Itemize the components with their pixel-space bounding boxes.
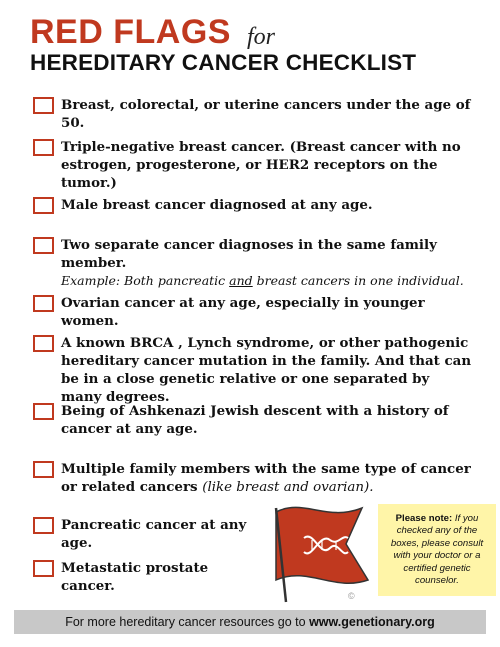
note-text: If you checked any of the boxes, please consult with your doctor or a certified genetic counselor.	[390, 513, 484, 587]
checklist-item-text	[61, 460, 473, 497]
item-main-text: Multiple family members with the same type of cancer or related cancers	[61, 461, 471, 495]
checklist-item-text: Triple-negative breast cancer. (Breast cancer with no estrogen, progesterone, or HER2 receptors on the tumor.)	[61, 139, 461, 191]
checkbox-6[interactable]	[33, 335, 54, 352]
item-example	[61, 273, 464, 288]
footer-text: For more hereditary cancer resources go to	[65, 615, 310, 629]
checkbox-1[interactable]	[33, 97, 54, 114]
example-underlined: and	[229, 273, 253, 288]
red-flag-with-dna-icon	[264, 500, 374, 605]
checkbox-7[interactable]	[33, 403, 54, 420]
item-main-text: Two separate cancer diagnoses in the same family member.	[61, 237, 437, 271]
title-red-flags: RED FLAGS	[30, 13, 231, 51]
checkbox-5[interactable]	[33, 295, 54, 312]
checklist-item-text: Being of Ashkenazi Jewish descent with a history of cancer at any age.	[61, 403, 449, 437]
footer-link[interactable]: www.genetionary.org	[309, 615, 435, 629]
checkbox-9[interactable]	[33, 517, 54, 534]
checklist-item-text: Metastatic prostate cancer.	[61, 560, 209, 594]
checklist-item-text: Ovarian cancer at any age, especially in younger women.	[61, 295, 425, 329]
checklist-item-text	[61, 236, 473, 290]
footer-bar	[14, 610, 486, 634]
title-checklist: HEREDITARY CANCER CHECKLIST	[30, 50, 417, 75]
checklist-item-text: Male breast cancer diagnosed at any age.	[61, 197, 373, 213]
example-a: Example: Both pancreatic	[61, 273, 230, 288]
checkbox-8[interactable]	[33, 461, 54, 478]
copyright-mark: ©	[348, 591, 355, 601]
example-b: breast cancers in one individual.	[252, 273, 464, 288]
checkbox-4[interactable]	[33, 237, 54, 254]
item-italic: (like breast and ovarian).	[202, 480, 374, 495]
note-label: Please note:	[395, 513, 453, 524]
checklist-item-text: A known BRCA , Lynch syndrome, or other pathogenic hereditary cancer mutation in the family. And that can be in a close genetic relative or one separated by many degrees.	[61, 335, 472, 405]
checkbox-2[interactable]	[33, 139, 54, 156]
checklist-item-text: Pancreatic cancer at any age.	[61, 517, 247, 551]
checklist-item-text: Breast, colorectal, or uterine cancers under the age of 50.	[61, 97, 471, 131]
title-for: for	[247, 24, 276, 50]
note-box	[378, 504, 496, 596]
checkbox-10[interactable]	[33, 560, 54, 577]
checkbox-3[interactable]	[33, 197, 54, 214]
